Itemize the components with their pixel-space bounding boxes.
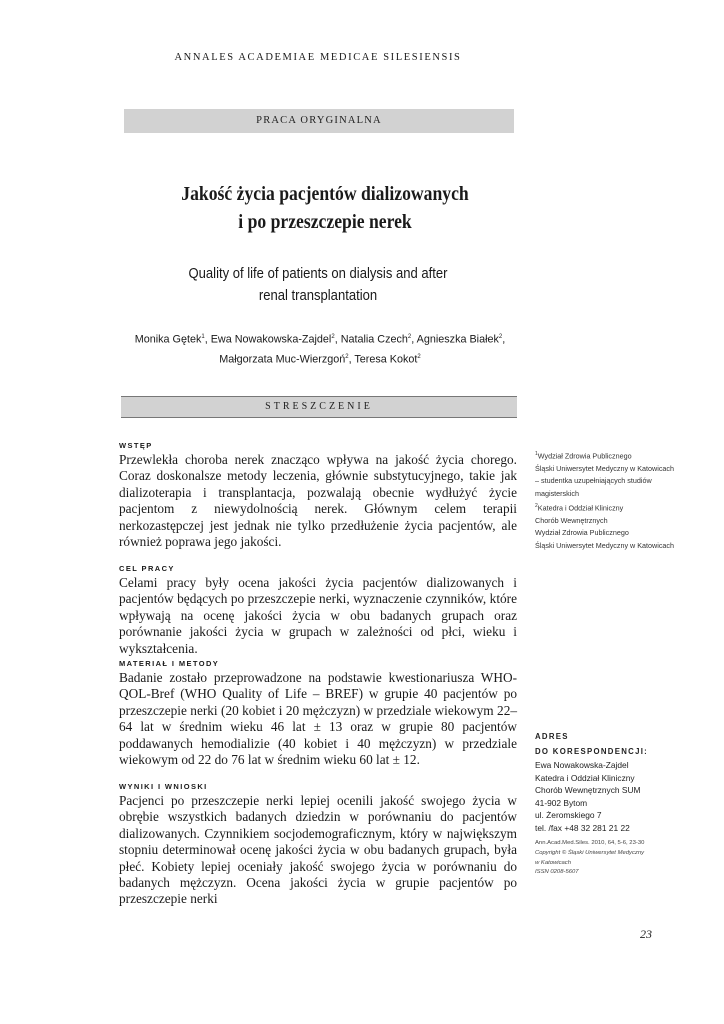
affiliation-mark: 2 [345, 353, 349, 360]
author: Ewa Nowakowska-Zajdel [210, 333, 332, 346]
affiliation-line: magisterskich [535, 488, 579, 498]
section-intro [119, 441, 517, 550]
affiliation-line: – studentka uzupełniających studiów [535, 476, 652, 486]
issn: ISSN 0208-5607 [535, 869, 579, 876]
author-list [100, 329, 540, 368]
correspondence-address [535, 729, 695, 834]
affiliation-sup: 2 [535, 503, 538, 510]
section-text: Celami pracy były ocena jakości życia pacjentów dializowanych i pacjentów będących po przeszczepie nerki, wyznaczenie czynników, które wpływają na ocenę jakości życia w obu badanych grupach oraz porównanie jakości życia w grupach w zależności od płci, wieku i wykształcenia. [119, 575, 517, 656]
section-text: Pacjenci po przeszczepie nerki lepiej ocenili jakość swojego życia w obrębie wszystkich badanych dziedzin w porównaniu do pacjentów dializowanych. Czynnikiem socjodemograficznym, który w największym stopniu determinował ocenę jakości życia w obu badanych grupach, była płeć. Kobiety lepiej oceniały jakość swojego życia w porównaniu do badanych mężczyzn. Ocena jakości życia w grupie pacjentów po przeszczepie nerki [119, 793, 517, 907]
affiliations [535, 448, 685, 552]
copyright-line: w Katowicach [535, 859, 572, 866]
author: Monika Gętek [134, 333, 202, 346]
author: Małgorzata Muc-Wierzgoń [219, 353, 346, 366]
journal-name: ANNALES ACADEMIAE MEDICAE SILESIENSIS [174, 52, 462, 63]
page-number: 23 [640, 927, 652, 941]
author: Natalia Czech [340, 333, 408, 346]
affiliation-mark: 1 [201, 334, 205, 340]
affiliation-1 [535, 448, 685, 500]
article-subtitle [138, 263, 498, 307]
subtitle-line-2: renal transplantation [258, 288, 378, 304]
address-line: 41-902 Bytom [535, 797, 588, 808]
affiliation-line: Śląski Uniwersytet Medyczny w Katowicach [535, 540, 675, 550]
title-line-2: i po przeszczepie nerek [238, 211, 412, 233]
article-type-banner: PRACA ORYGINALNA [124, 109, 514, 133]
affiliation-line: Wydział Zdrowia Publicznego [537, 451, 632, 461]
address-heading: DO KORESPONDENCJI: [535, 747, 649, 756]
author: Teresa Kokot [354, 353, 418, 366]
affiliation-2 [535, 500, 685, 552]
copyright-line: Copyright © Śląski Uniwersytet Medyczny [535, 849, 645, 856]
section-heading: CEL PRACY [119, 564, 175, 573]
abstract-header: STRESZCZENIE [121, 396, 517, 418]
section-text: Badanie zostało przeprowadzone na podstawie kwestionariusza WHO-QOL-Bref (WHO Quality of Life – BREF) w grupie 40 pacjentów po przeszczepie nerki (20 kobiet i 20 mężczyzn) w przedziale wiekowym 22–64 lat w średnim wieku 46 lat ± 13 oraz w grupie 80 pacjentów poddawanych hemodializie (40 kobiet i 40 mężczyzn) w przedziale wiekowym od 22 do 76 lat w średnim wieku 60 lat ± 12. [119, 670, 517, 768]
title-line-1: Jakość życia pacjentów dializowanych [181, 183, 469, 205]
citation-ref: Ann.Acad.Med.Siles. 2010, 64, 5-6, 23-30 [535, 840, 645, 846]
affiliation-mark: 2 [417, 353, 421, 360]
affiliation-line: Śląski Uniwersytet Medyczny w Katowicach [535, 463, 675, 473]
citation-block [535, 839, 695, 878]
address-line: ul. Żeromskiego 7 [535, 810, 602, 820]
affiliation-mark: 2 [498, 334, 503, 340]
affiliation-mark: 2 [331, 334, 335, 340]
address-line: Katedra i Oddział Kliniczny [535, 772, 635, 783]
address-line: Ewa Nowakowska-Zajdel [535, 760, 629, 770]
section-heading: MATERIAŁ I METODY [119, 659, 220, 668]
affiliation-mark: 2 [407, 334, 412, 340]
author-line-1: Monika Gętek$^1$, Ewa Nowakowska-Zajdel$^2$, Natalia Czech$^2$, Agnieszka Białek$^2$, [134, 333, 506, 346]
author-line-2: Małgorzata Muc-Wierzgoń$^2$, Teresa Kokot$^2$ [219, 353, 421, 366]
section-methods [119, 659, 517, 768]
subtitle-line-1: Quality of life of patients on dialysis and after [188, 266, 448, 282]
address-line: Chorób Wewnętrznych SUM [535, 785, 641, 795]
address-heading: ADRES [535, 732, 569, 741]
affiliation-sup: 1 [535, 451, 538, 457]
section-aim [119, 564, 517, 657]
section-text: Przewlekła choroba nerek znacząco wpływa na jakość życia chorego. Coraz doskonalsze metody leczenia, głównie substytucyjnego, takie jak dializoterapia i transplantacja, pozwalają obecnie wydłużyć życie pacjentom z niewydolnością nerek. Głównym celem terapii nerkozastępczej jest jednak nie tylko przedłużenie życia pacjentów, ale również poprawa jego jakości. [119, 452, 517, 550]
affiliation-line: Chorób Wewnętrznych [535, 515, 608, 525]
address-line: tel. /fax +48 32 281 21 22 [535, 822, 630, 833]
affiliation-line: Wydział Zdrowia Publicznego [535, 528, 629, 538]
affiliation-line: Katedra i Oddział Kliniczny [537, 503, 624, 513]
section-heading: WYNIKI I WNIOSKI [119, 782, 208, 791]
article-title [114, 180, 535, 236]
section-heading: WSTĘP [119, 441, 153, 450]
section-results [119, 782, 517, 908]
author: Agnieszka Białek [416, 333, 499, 346]
